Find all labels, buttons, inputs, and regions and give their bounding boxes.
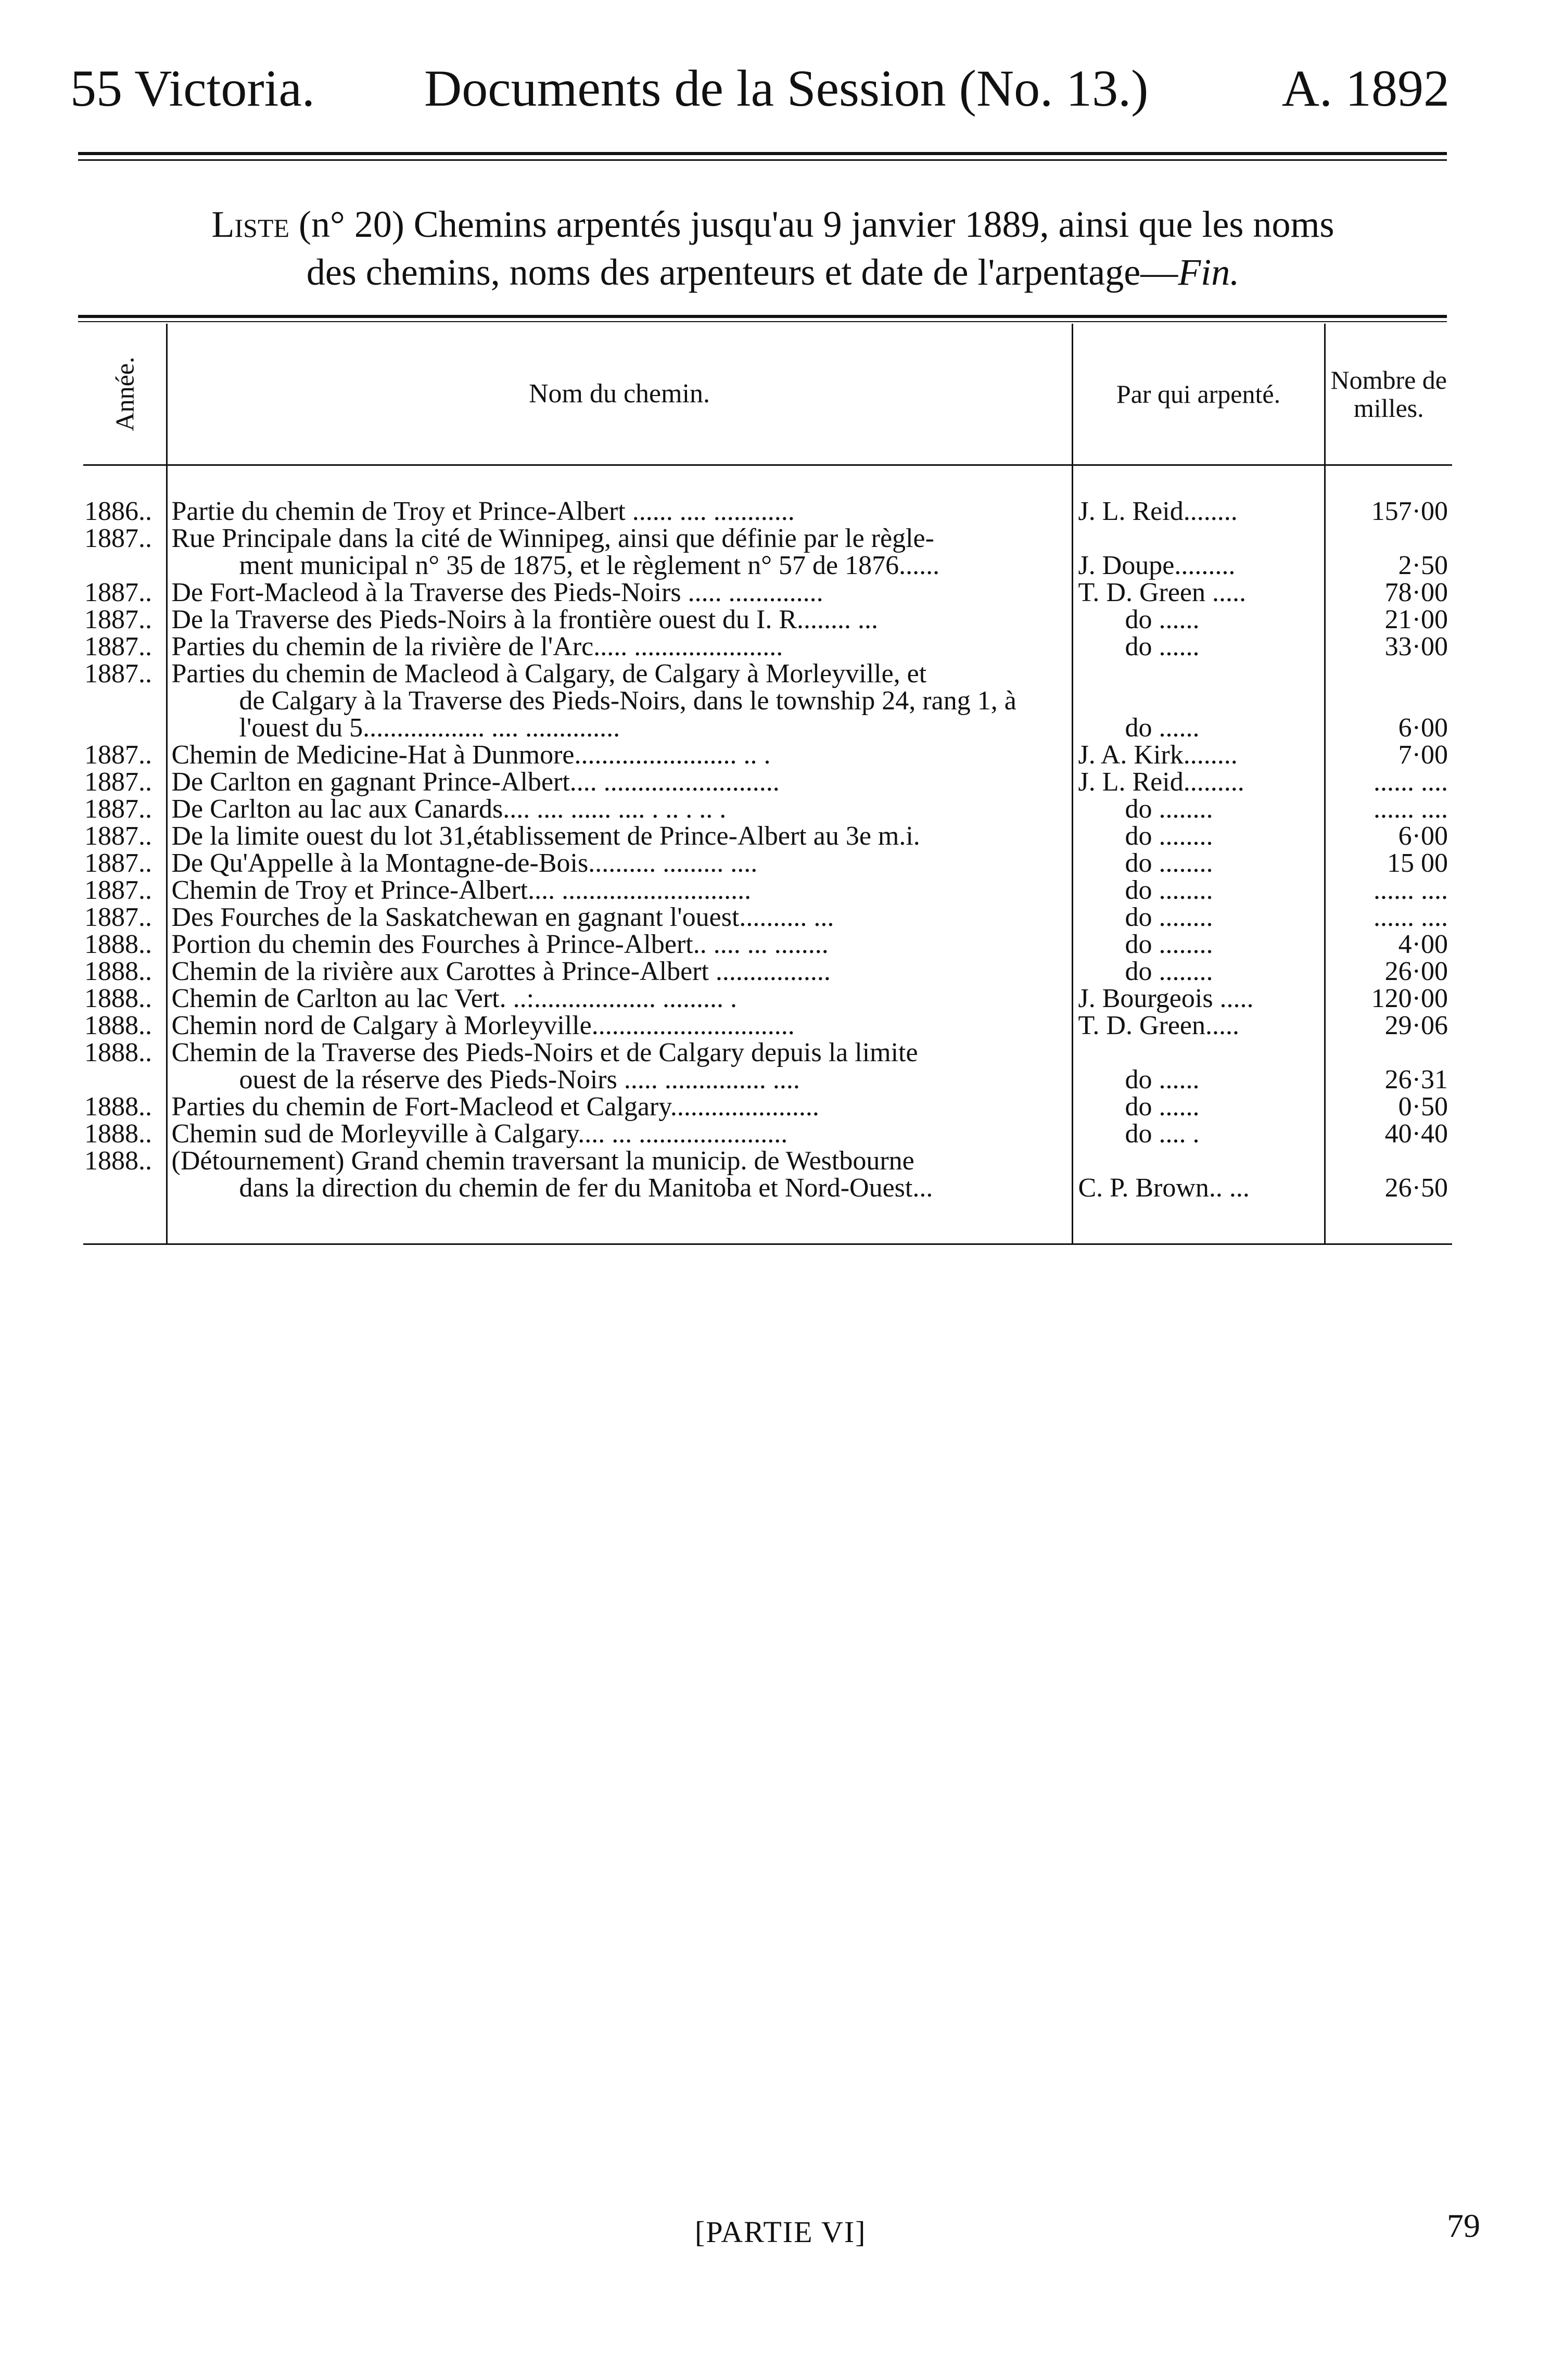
row-road-name (167, 606, 1072, 633)
road-name-line: Parties du chemin de Fort-Macleod et Calgary...................... (171, 1092, 819, 1122)
road-name-line: Chemin de Carlton au lac Vert. ..:.................. ......... . (171, 984, 738, 1013)
row-surveyor: do ........ (1072, 796, 1325, 823)
row-road-name (167, 1012, 1072, 1039)
road-name-line: De Qu'Appelle à la Montagne-de-Bois.......... ......... .... (171, 848, 758, 878)
footer-partie: [PARTIE VI] (695, 2215, 867, 2249)
table-row (83, 850, 1452, 877)
row-road-name (167, 850, 1072, 877)
running-header-center: Documents de la Session (No. 13.) (424, 59, 1149, 117)
table-row (83, 1121, 1452, 1148)
row-miles: 29·06 (1325, 1012, 1452, 1039)
row-year: 1888.. (84, 1119, 152, 1149)
row-road-name (167, 904, 1072, 931)
row-miles: 15 00 (1325, 850, 1452, 877)
table-filler-row (83, 1202, 1452, 1243)
road-name-line: De Carlton en gagnant Prince-Albert.... .......................... (171, 767, 780, 797)
table-row (83, 1012, 1452, 1039)
row-road-name (167, 823, 1072, 850)
road-name-continuation: dans la direction du chemin de fer du Manitoba et Nord-Ouest... (239, 1173, 933, 1203)
row-surveyor: J. A. Kirk........ (1072, 742, 1325, 769)
row-road-name (167, 931, 1072, 958)
row-miles: ...... .... (1325, 877, 1452, 904)
row-surveyor: do ...... (1072, 633, 1325, 660)
table-row (83, 606, 1452, 633)
table-top-rule-thin (78, 321, 1447, 322)
table-row (83, 633, 1452, 660)
road-name-line: Chemin de la Traverse des Pieds-Noirs et de Calgary depuis la limite (171, 1038, 918, 1067)
row-miles: ...... .... (1325, 796, 1452, 823)
row-miles: 2·50 (1325, 525, 1452, 579)
row-miles: 40·40 (1325, 1121, 1452, 1148)
row-surveyor: do ........ (1072, 850, 1325, 877)
table-row (83, 1148, 1452, 1202)
table-row (83, 465, 1452, 526)
row-year: 1887.. (84, 605, 152, 634)
row-miles: 21·00 (1325, 606, 1452, 633)
table-row (83, 877, 1452, 904)
road-name-line: Chemin de Medicine-Hat à Dunmore........................ .. . (171, 740, 771, 770)
row-road-name (167, 769, 1072, 796)
row-year: 1888.. (84, 1092, 152, 1122)
row-miles: ...... .... (1325, 769, 1452, 796)
row-year: 1886.. (84, 497, 152, 526)
page-title (86, 200, 1460, 296)
road-name-line: Parties du chemin de Macleod à Calgary, de Calgary à Morleyville, et (171, 659, 927, 689)
road-name-line: Parties du chemin de la rivière de l'Arc..... ...................... (171, 632, 783, 661)
row-year: 1887.. (84, 578, 152, 607)
road-name-line: Portion du chemin des Fourches à Prince-Albert.. .... ... ........ (171, 930, 829, 959)
row-surveyor: do ........ (1072, 904, 1325, 931)
row-miles: 7·00 (1325, 742, 1452, 769)
road-name-line: Chemin sud de Morleyville à Calgary.... ... ...................... (171, 1119, 788, 1149)
row-road-name (167, 877, 1072, 904)
row-surveyor: do ...... (1072, 1039, 1325, 1093)
row-year: 1888.. (84, 957, 152, 986)
table-row (83, 769, 1452, 796)
road-name-line: Chemin de Troy et Prince-Albert.... ............................ (171, 875, 752, 905)
title-line1: (n° 20) Chemins arpentés jusqu'au 9 janvier 1889, ainsi que les noms (289, 203, 1334, 245)
row-year: 1887.. (84, 902, 152, 932)
row-surveyor: do .... . (1072, 1121, 1325, 1148)
row-miles: 157·00 (1325, 465, 1452, 526)
road-name-line: Partie du chemin de Troy et Prince-Albert ...... .... ............ (171, 497, 795, 526)
row-year: 1887.. (84, 740, 152, 770)
row-surveyor: do ...... (1072, 606, 1325, 633)
row-surveyor: do ........ (1072, 931, 1325, 958)
row-year: 1887.. (84, 794, 152, 824)
header-rule-thick (78, 152, 1447, 155)
row-road-name (167, 1039, 1072, 1093)
row-surveyor: C. P. Brown.. ... (1072, 1148, 1325, 1202)
road-name-line: Rue Principale dans la cité de Winnipeg, ainsi que définie par le règle- (171, 524, 934, 553)
row-road-name (167, 579, 1072, 606)
row-surveyor: do ........ (1072, 958, 1325, 985)
col-header-milles: Nombre de milles. (1325, 324, 1452, 465)
row-miles: 0·50 (1325, 1093, 1452, 1121)
title-line2: des chemins, noms des arpenteurs et date de l'arpentage— (306, 251, 1178, 293)
row-miles: 33·00 (1325, 633, 1452, 660)
row-surveyor: J. L. Reid......... (1072, 769, 1325, 796)
road-name-line: De Fort-Macleod à la Traverse des Pieds-Noirs ..... .............. (171, 578, 823, 607)
row-year: 1888.. (84, 930, 152, 959)
road-name-continuation: de Calgary à la Traverse des Pieds-Noirs, dans le township 24, rang 1, à l'ouest du 5.................. .... .............. (239, 686, 1016, 743)
table-row (83, 931, 1452, 958)
row-miles: 6·00 (1325, 823, 1452, 850)
col-header-par: Par qui arpenté. (1072, 324, 1325, 465)
table-bottom-rule (83, 1243, 1452, 1244)
row-year: 1887.. (84, 632, 152, 661)
col-header-name: Nom du chemin. (167, 324, 1072, 465)
row-miles: 78·00 (1325, 579, 1452, 606)
row-road-name (167, 525, 1072, 579)
row-miles: 26·31 (1325, 1039, 1452, 1093)
row-surveyor: do ........ (1072, 877, 1325, 904)
header-rule-thin (78, 159, 1447, 161)
row-year: 1888.. (84, 1038, 152, 1067)
table-row (83, 1039, 1452, 1093)
road-name-line: Chemin nord de Calgary à Morleyville.............................. (171, 1011, 795, 1040)
road-name-continuation: ment municipal n° 35 de 1875, et le règlement n° 57 de 1876...... (239, 551, 940, 580)
table-header-row (83, 324, 1452, 465)
road-name-line: De Carlton au lac aux Canards.... .... ...... .... . .. . .. . (171, 794, 727, 824)
road-name-line: De la Traverse des Pieds-Noirs à la frontière ouest du I. R........ ... (171, 605, 879, 634)
table-row (83, 1093, 1452, 1121)
row-miles: 26·50 (1325, 1148, 1452, 1202)
running-header-left: 55 Victoria. (70, 59, 315, 117)
row-miles: 6·00 (1325, 660, 1452, 742)
road-name-line: Chemin de la rivière aux Carottes à Prince-Albert ................. (171, 957, 831, 986)
row-year: 1887.. (84, 524, 152, 553)
row-surveyor: do ...... (1072, 660, 1325, 742)
row-year: 1888.. (84, 1146, 152, 1176)
row-road-name (167, 660, 1072, 742)
row-road-name (167, 1121, 1072, 1148)
row-miles: 120·00 (1325, 985, 1452, 1012)
running-header-right: A. 1892 (1281, 59, 1450, 117)
row-road-name (167, 1093, 1072, 1121)
col-header-year: Année. (83, 324, 167, 465)
table-row (83, 823, 1452, 850)
row-road-name (167, 633, 1072, 660)
row-surveyor: J. Doupe......... (1072, 525, 1325, 579)
row-surveyor: T. D. Green ..... (1072, 579, 1325, 606)
table-row (83, 660, 1452, 742)
table-row (83, 579, 1452, 606)
row-year: 1887.. (84, 767, 152, 797)
row-year: 1888.. (84, 1011, 152, 1040)
row-road-name (167, 465, 1072, 526)
row-road-name (167, 742, 1072, 769)
row-road-name (167, 958, 1072, 985)
table-row (83, 796, 1452, 823)
row-surveyor: J. Bourgeois ..... (1072, 985, 1325, 1012)
table-top-rule-thick (78, 315, 1447, 318)
table-row (83, 525, 1452, 579)
row-road-name (167, 985, 1072, 1012)
road-name-line: (Détournement) Grand chemin traversant la municip. de Westbourne (171, 1146, 914, 1176)
road-name-line: De la limite ouest du lot 31,établissement de Prince-Albert au 3e m.i. (171, 821, 920, 851)
row-miles: 26·00 (1325, 958, 1452, 985)
row-surveyor: do ........ (1072, 823, 1325, 850)
table-row (83, 742, 1452, 769)
row-road-name (167, 1148, 1072, 1202)
row-road-name (167, 796, 1072, 823)
row-year: 1887.. (84, 821, 152, 851)
roads-table (83, 324, 1452, 1245)
page-number: 79 (1447, 2207, 1480, 2244)
row-surveyor: T. D. Green..... (1072, 1012, 1325, 1039)
row-surveyor: J. L. Reid........ (1072, 465, 1325, 526)
row-miles: ...... .... (1325, 904, 1452, 931)
road-name-line: Des Fourches de la Saskatchewan en gagnant l'ouest.......... ... (171, 902, 834, 932)
row-surveyor: do ...... (1072, 1093, 1325, 1121)
row-year: 1887.. (84, 875, 152, 905)
row-year: 1888.. (84, 984, 152, 1013)
row-miles: 4·00 (1325, 931, 1452, 958)
table-row (83, 958, 1452, 985)
table-row (83, 904, 1452, 931)
row-year: 1887.. (84, 848, 152, 878)
row-year: 1887.. (84, 659, 152, 689)
title-fin: Fin. (1178, 251, 1240, 293)
road-name-continuation: ouest de la réserve des Pieds-Noirs ..... ............... .... (239, 1065, 800, 1094)
title-liste: Liste (211, 203, 290, 245)
table-row (83, 985, 1452, 1012)
